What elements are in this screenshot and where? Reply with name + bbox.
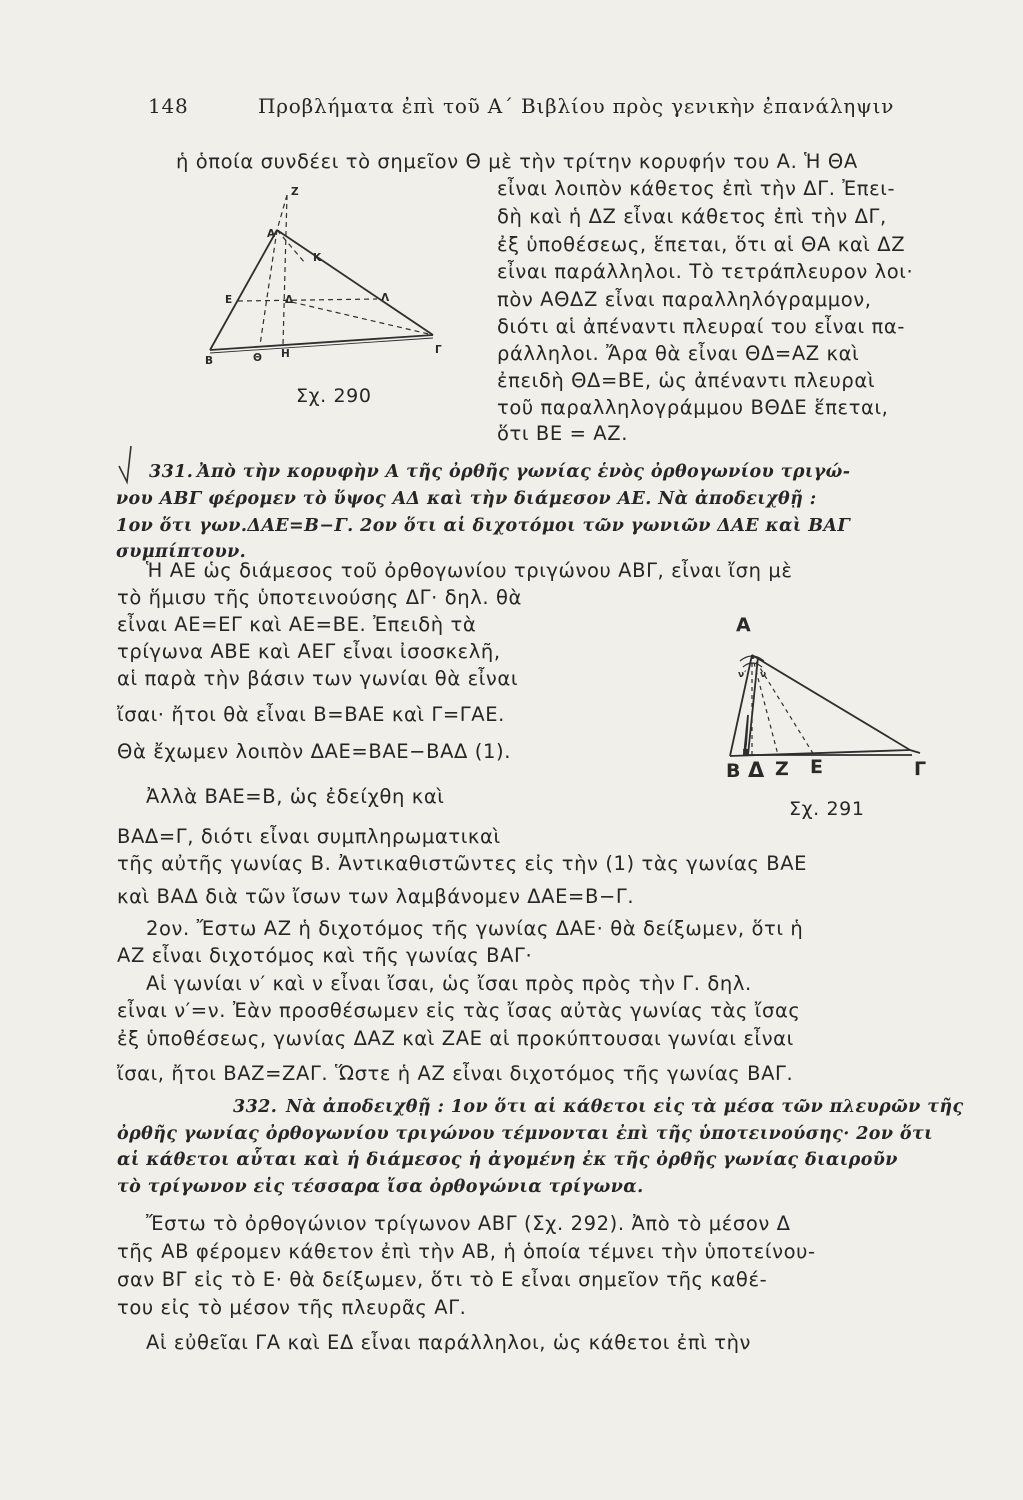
text-line: ἐπειδὴ ΘΔ=ΒΕ, ὡς ἀπέναντι πλευραὶ — [497, 369, 876, 392]
text-line: τῆς αὐτῆς γωνίας Β. Ἀντικαθιστῶντες εἰς τὴν (1) τὰς γωνίας ΒΑΕ — [117, 852, 808, 875]
text-line: ΒΑΔ=Γ, διότι εἶναι συμπληρωματικαὶ — [117, 825, 501, 848]
text-line: ΑΖ εἶναι διχοτόμος καὶ τῆς γωνίας ΒΑΓ· — [117, 944, 533, 967]
text-line: αἱ παρὰ τὴν βάσιν των γωνίαι θὰ εἶναι — [117, 667, 519, 690]
text-line: ἐξ ὑποθέσεως, ἕπεται, ὅτι αἱ ΘΑ καὶ ΔΖ — [497, 233, 906, 256]
text-line: ἐξ ὑποθέσεως, γωνίας ΔΑΖ καὶ ΖΑΕ αἱ προκύπτουσαι γωνίαι εἶναι — [117, 1027, 794, 1050]
text-line: τὸ ἥμισυ τῆς ὑποτεινούσης ΔΓ· δηλ. θὰ — [117, 586, 522, 609]
figure-label: Β — [726, 760, 741, 782]
figure-label: Ε — [225, 294, 233, 306]
text-line: διότι αἱ ἀπέναντι πλευραί του εἶναι πα- — [497, 315, 905, 338]
figure-label: Ζ — [775, 758, 789, 780]
figure-label: Κ — [313, 252, 322, 264]
text-line: του εἰς τὸ μέσον τῆς πλευρᾶς ΑΓ. — [117, 1296, 467, 1319]
text-line: ἴσαι, ἤτοι ΒΑΖ=ΖΑΓ. Ὥστε ἡ ΑΖ εἶναι διχοτόμος τῆς γωνίας ΒΑΓ. — [117, 1062, 794, 1085]
text-line: εἶναι παράλληλοι. Τὸ τετράπλευρον λοι· — [497, 260, 914, 283]
figure-label: Γ — [914, 758, 927, 780]
figure-291 — [726, 614, 930, 785]
figure-label: Ε — [810, 756, 823, 778]
figure-label: Δ — [748, 758, 765, 782]
text-line: Αἱ εὐθεῖαι ΓΑ καὶ ΕΔ εἶναι παράλληλοι, ὡς κάθετοι ἐπὶ τὴν — [146, 1331, 752, 1354]
text-line: ἡ ὁποία συνδέει τὸ σημεῖον Θ μὲ τὴν τρίτην κορυφήν του Α. Ἡ ΘΑ — [176, 150, 858, 173]
text-line: Θὰ ἔχωμεν λοιπὸν ΔΑΕ=ΒΑΕ−ΒΑΔ (1). — [117, 740, 511, 763]
figure-290 — [205, 185, 465, 365]
text-line: σαν ΒΓ εἰς τὸ Ε· θὰ δείξωμεν, ὅτι τὸ Ε εἶναι σημεῖον τῆς καθέ- — [117, 1268, 768, 1291]
text-line: Ἔστω τὸ ὀρθογώνιον τρίγωνον ΑΒΓ (Σχ. 292). Ἀπὸ τὸ μέσον Δ — [146, 1212, 791, 1235]
figure-label: Α — [267, 228, 276, 240]
problem-332-text: Νὰ ἀποδειχθῇ : 1ον ὅτι αἱ κάθετοι εἰς τὰ μέσα τῶν πλευρῶν τῆς — [286, 1097, 964, 1117]
text-line: πὸν ΑΘΔΖ εἶναι παραλληλόγραμμον, — [497, 288, 872, 311]
text-line: 2ον. Ἔστω ΑΖ ἡ διχοτόμος τῆς γωνίας ΔΑΕ· θὰ δείξωμεν, ὅτι ἡ — [146, 917, 804, 940]
figure-291-caption: Σχ. 291 — [789, 798, 865, 820]
running-title: Προβλήματα ἐπὶ τοῦ Α΄ Βιβλίου πρὸς γενικὴν ἐπανάληψιν — [258, 94, 895, 118]
figure-label: Α — [736, 614, 751, 636]
problem-332-text: τὸ τρίγωνον εἰς τέσσαρα ἴσα ὀρθογώνια τρίγωνα. — [117, 1177, 644, 1197]
figure-label: Η — [281, 348, 290, 360]
page-number: 148 — [148, 94, 189, 118]
figure-290-caption: Σχ. 290 — [296, 385, 372, 407]
problem-332-text: αἱ κάθετοι αὗται καὶ ἡ διάμεσος ἡ ἀγομένη ἐκ τῆς ὀρθῆς γωνίας διαιροῦν — [117, 1150, 898, 1170]
text-line: εἶναι ΑΕ=ΕΓ καὶ ΑΕ=ΒΕ. Ἐπειδὴ τὰ — [117, 613, 477, 636]
text-line: Ἀλλὰ ΒΑΕ=Β, ὡς ἐδείχθη καὶ — [146, 785, 445, 808]
text-line: καὶ ΒΑΔ διὰ τῶν ἴσων των λαμβάνομεν ΔΑΕ=Β−Γ. — [117, 885, 635, 908]
figure-label: Γ — [435, 344, 442, 356]
problem-332-text: ὀρθῆς γωνίας ὀρθογωνίου τριγώνου τέμνονται ἐπὶ τῆς ὑποτεινούσης· 2ον ὅτι — [117, 1124, 933, 1144]
problem-331-text: συμπίπτουν. — [116, 542, 247, 562]
text-line: Αἱ γωνίαι ν′ καὶ ν εἶναι ἴσαι, ὡς ἴσαι πρὸς πρὸς τὴν Γ. δηλ. — [146, 972, 752, 995]
check-mark-icon — [117, 444, 137, 484]
text-line: τρίγωνα ΑΒΕ καὶ ΑΕΓ εἶναι ἰσοσκελῆ, — [117, 640, 501, 663]
problem-331-text: 1ον ὅτι γων.ΔΑΕ=Β−Γ. 2ον ὅτι αἱ διχοτόμοι τῶν γωνιῶν ΔΑΕ καὶ ΒΑΓ — [116, 516, 851, 536]
text-line: τοῦ παραλληλογράμμου ΒΘΔΕ ἕπεται, — [497, 396, 889, 419]
figure-label: Ζ — [291, 186, 299, 198]
figure-label: Λ — [381, 292, 390, 304]
text-line: ἴσαι· ἤτοι θὰ εἶναι Β=ΒΑΕ καὶ Γ=ΓΑΕ. — [117, 703, 505, 726]
figure-label: Θ — [253, 352, 262, 364]
figure-label: Δ — [285, 294, 294, 306]
problem-331-text: Ἀπὸ τὴν κορυφὴν Α τῆς ὀρθῆς γωνίας ἑνὸς ὀρθογωνίου τριγώ- — [197, 462, 851, 482]
problem-331-number: 331. — [149, 462, 194, 482]
text-line: εἶναι ν′=ν. Ἐὰν προσθέσωμεν εἰς τὰς ἴσας αὐτὰς γωνίας τὰς ἴσας — [117, 999, 801, 1022]
problem-331-text: νου ΑΒΓ φέρομεν τὸ ὕψος ΑΔ καὶ τὴν διάμεσον ΑΕ. Νὰ ἀποδειχθῇ : — [116, 489, 817, 509]
figure-label: ν′ — [738, 670, 747, 680]
figure-label: Β — [205, 355, 214, 367]
text-line: ράλληλοι. Ἄρα θὰ εἶναι ΘΔ=ΑΖ καὶ — [497, 342, 860, 365]
text-line: εἶναι λοιπὸν κάθετος ἐπὶ τὴν ΔΓ. Ἐπει- — [497, 177, 896, 200]
text-line: τῆς ΑΒ φέρομεν κάθετον ἐπὶ τὴν ΑΒ, ἡ ὁποία τέμνει τὴν ὑποτείνου- — [117, 1240, 816, 1263]
text-line: Ἡ ΑΕ ὡς διάμεσος τοῦ ὀρθογωνίου τριγώνου ΑΒΓ, εἶναι ἴση μὲ — [146, 559, 793, 582]
text-line: δὴ καὶ ἡ ΔΖ εἶναι κάθετος ἐπὶ τὴν ΔΓ, — [497, 205, 887, 228]
problem-332-number: 332. — [233, 1097, 278, 1117]
text-line: ὅτι ΒΕ = ΑΖ. — [497, 422, 628, 445]
figure-label: ν — [760, 670, 767, 680]
